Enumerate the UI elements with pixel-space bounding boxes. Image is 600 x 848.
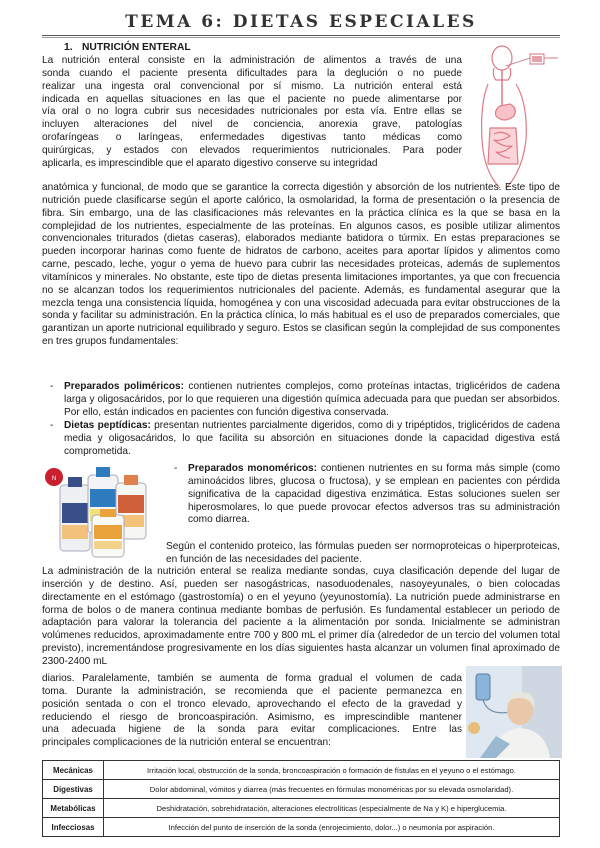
adaptation-paragraph (42, 673, 462, 750)
section-title: NUTRICIÓN ENTERAL (82, 42, 191, 53)
complications-table (42, 760, 560, 837)
section-number: 1. (64, 42, 73, 53)
text-line: incluyen alteraciones del nivel de conciencia, anorexia grave, patologías (42, 119, 462, 131)
complication-description: Infección del punto de inserción de la sonda (enrojecimiento, dolor...) o neumonía por aspiración. (104, 818, 560, 837)
text-line: orofaríngeas o laríngeas, enfermedades digestivas tanto médicas como (42, 132, 462, 144)
bullet-text: presentan nutrientes parcialmente digeridos, como di y tripéptidos, triglicéridos de cadena media y oligosacáridos, lo que facilita su absorción en situaciones donde la capacidad digestiva está comprometida. (64, 420, 560, 457)
classification-paragraph: anatómica y funcional, de modo que se garantice la correcta digestión y absorción de los nutrientes. Este tipo de nutrición puede clasificarse según el aporte calórico, la osmolaridad, la forma de presentación o la presencia de fibra. Sin embargo, una de las clasificaciones más relevantes en la práctica clínica es la que se basa en la complejidad de los nutrientes, especialmente de las proteínas. En algunos casos, es posible utilizar alimentos convencionales triturados (dietas caseras), elaborados mediante batidora o túrmix. En estas preparaciones se pueden incorporar harinas como fuente de hidratos de carbono, aceites para aportar lípidos y alimentos como carne, pescado, leche, yogur o yema de huevo para cubrir las necesidades proteicas, además de suplementos vitamínicos y minerales. No obstante, este tipo de dietas presenta limitaciones importantes, ya que con frecuencia no se alcanzan todos los requerimientos nutricionales del paciente. Además, es fundamental asegurar que la mezcla tenga una consistencia líquida, homogénea y con una viscosidad adecuada para evitar obstrucciones de la sonda y facilitar su administración. En la práctica clínica, lo más habitual es el uso de preparados comerciales, que garantizan un aporte nutricional equilibrado y seguro. Estos se clasifican según la complejidad de sus componentes en tres grupos fundamentales: (42, 182, 560, 348)
text-line: sonda cuando el paciente presenta dificultades para la deglución o no puede (42, 67, 462, 79)
text-line: aplicarla, es imprescindible que el aparato digestivo conserve su integridad (42, 157, 378, 169)
bullet-peptidicas (50, 420, 560, 459)
administration-paragraph: La administración de la nutrición enteral se realiza mediante sondas, cuya clasificación depende del lugar de inserción y de destino. Así, pueden ser nasogástricas, nasoduodenales, nasoyeyunales, o bien colocadas directamente en el estómago (gastrostomía) o en el yeyuno (yeyunostomía). La nutrición puede administrarse en forma de bolos o de manera continua mediante bombas de perfusión. Es fundamental establecer un periodo de adaptación para valorar la tolerancia del paciente a la alimentación por sonda. Inicialmente se administran volúmenes reducidos, aproximadamente entre 700 y 800 mL el primer día (alrededor de un tercio del volumen total previsto), incrementándose progresivamente en los días siguientes hasta alcanzar un volumen final aproximado de 2300-2400 mL (42, 566, 560, 667)
title-underline (42, 35, 560, 36)
complication-description: Deshidratación, sobrehidratación, alteraciones electrolíticas (especialmente de Na y K) e hiperglucemia. (104, 799, 560, 818)
complication-description: Dolor abdominal, vómitos y diarrea (más frecuentes en fórmulas monoméricas por su elevada osmolaridad). (104, 780, 560, 799)
complication-type: Infecciosas (43, 818, 104, 837)
digestive-tract-illustration (470, 44, 566, 192)
section-heading (64, 42, 191, 53)
tube-fed-patient-photo (466, 666, 562, 758)
page-title: TEMA 6: DIETAS ESPECIALES (125, 12, 477, 32)
text-line: posición sentada o con el tronco elevado, aprovechando el efecto de la gravedad y (42, 698, 462, 710)
complication-type: Metabólicas (43, 799, 104, 818)
table-row (43, 799, 560, 818)
text-line: quirúrgicas, y estados con elevados requerimientos nutricionales. Para poder (42, 144, 462, 156)
complication-type: Digestivas (43, 780, 104, 799)
bullet-term: Preparados monoméricos: (188, 463, 317, 474)
page-header (42, 12, 560, 36)
table-row (43, 780, 560, 799)
text-line: una adecuada higiene de la sonda para evitar complicaciones. Entre las (42, 724, 462, 736)
bullet-monomericos (174, 463, 560, 527)
bullet-dash: - (50, 420, 54, 431)
protein-note: Según el contenido proteico, las fórmulas pueden ser normoproteicas o hiperproteicas, en función de las necesidades del paciente. (166, 541, 560, 565)
text-line: La nutrición enteral consiste en la administración de alimentos a través de una (42, 55, 462, 66)
nutrition-bottles-photo (42, 463, 160, 559)
bullet-term: Dietas peptídicas: (64, 420, 151, 431)
title-underline-secondary (42, 37, 560, 38)
bullet-term: Preparados poliméricos: (64, 381, 184, 392)
bullet-dash: - (50, 381, 54, 392)
complication-description: Irritación local, obstrucción de la sonda, broncoaspiración o formación de fístulas en el yeyuno o el estómago. (104, 761, 560, 780)
text-line: reduciendo el riesgo de broncoaspiración. Asimismo, es imprescindible mantener (42, 711, 462, 723)
bullet-text: contienen nutrientes complejos, como proteínas intactas, triglicéridos de cadena larga y oligosacáridos, por lo que requieren una digestión química adecuada para que puedan ser absorbidos. Por ello, están indicados en pacientes con función digestiva conservada. (64, 381, 560, 418)
bullet-dash: - (174, 463, 178, 474)
text-line: vía oral o no logra cubrir sus necesidades nutricionales por esta vía. Entre ellas se (42, 106, 462, 118)
bullet-polimericos (50, 381, 560, 420)
text-line: principales complicaciones de la nutrición enteral se encuentran: (42, 737, 331, 749)
text-line: diarios. Paralelamente, también se aumenta de forma gradual el volumen de cada (42, 673, 462, 684)
complication-type: Mecánicas (43, 761, 104, 780)
text-line: indicada en aquellas situaciones en las que el paciente no puede alimentarse por (42, 93, 462, 105)
svg-text:N: N (51, 476, 57, 482)
bullet-text: contienen nutrientes en su forma más simple (como aminoácidos libres, glucosa o fructosa), y se emplean en pacientes con pérdida significativa de la capacidad digestiva enzimática. Estas soluciones suelen ser hiperosmolares, lo que puede provocar efectos adversos tras su administración como diarrea. (188, 463, 560, 526)
table-row (43, 761, 560, 780)
table-row (43, 818, 560, 837)
text-line: toma. Durante la administración, se recomienda que el paciente permanezca en (42, 685, 462, 697)
text-line: realizar una ingesta oral convencional por sí mismo. La nutrición enteral está (42, 80, 462, 92)
intro-paragraph (42, 55, 462, 171)
